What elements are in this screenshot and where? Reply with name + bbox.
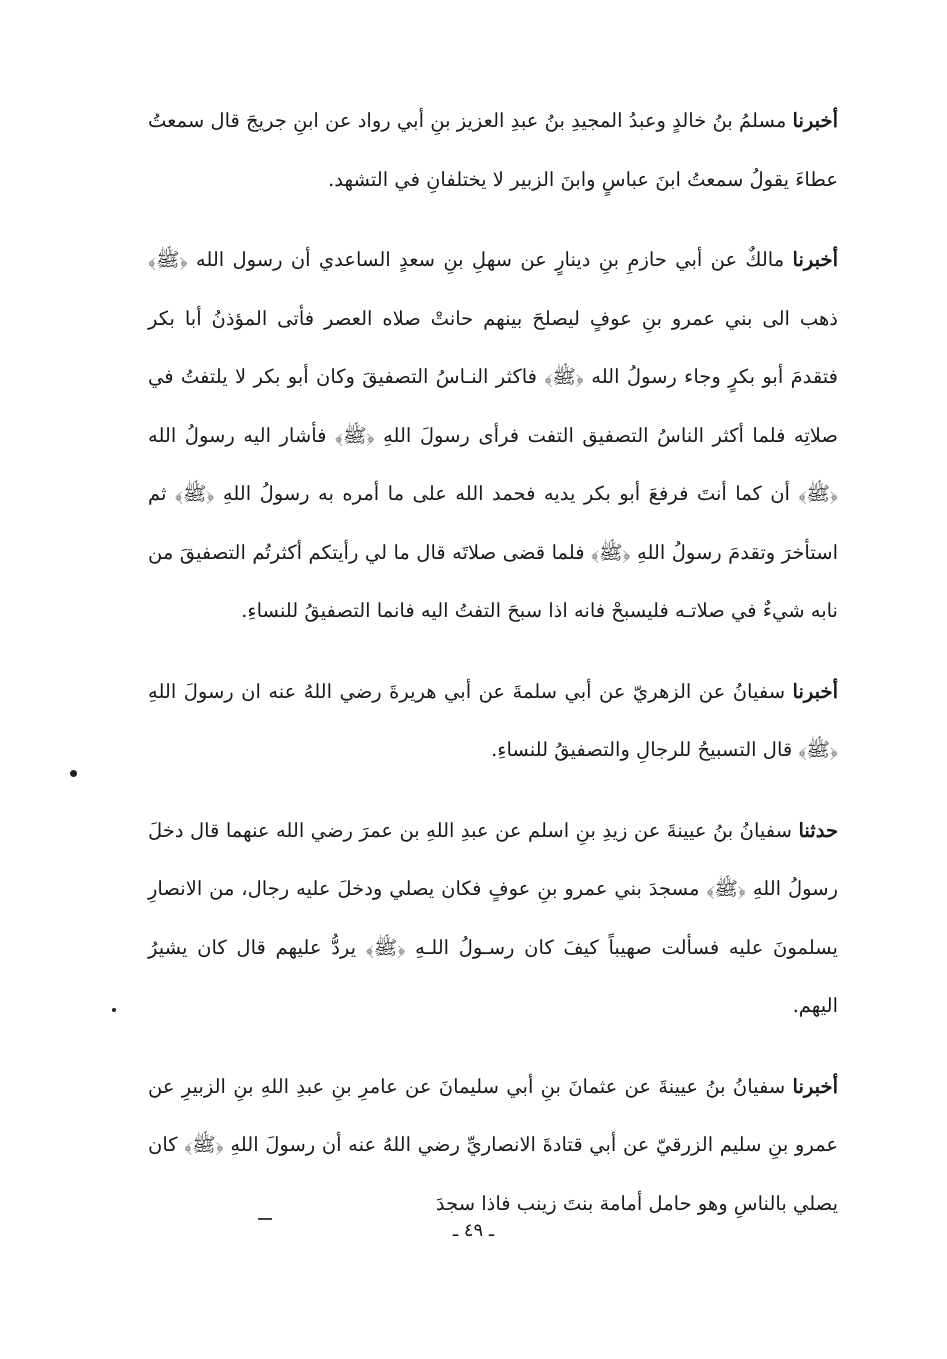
paragraph-text: سفيانُ بنُ عيينةَ عن عثمانَ بنِ أبي سليمانَ عن عامرِ بنِ عبدِ اللهِ بنِ الزبيرِ عن عمرو بنِ سليم الزرقيّ عن أبي قتادةَ الانصاريِّ رضي اللهُ عنه أن رسولَ اللهِ ﴿ﷺ﴾ كان يصلي بالناسِ وهو حامل أمامة بنتَ زينب فاذا سجدَ — [148, 1074, 838, 1215]
paragraph-lead: أخبرنا — [792, 679, 839, 703]
paragraph-4 — [148, 802, 838, 1036]
margin-dot-mark — [70, 770, 77, 777]
paragraph-lead: أخبرنا — [792, 109, 838, 132]
paragraph-text: سفيانُ بنُ عيينةَ عن زيدِ بنِ اسلم عن عبدِ اللهِ بن عمرَ رضي الله عنهما قال دخلَ رسولُ اللهِ ﴿ﷺ﴾ مسجدَ بني عمرو بنِ عوفٍ فكان يصلي ودخلَ عليه رجال، من الانصارِ يسلمونَ عليه فسألت صهيباً كيفَ كان رسـولُ اللـهِ ﴿ﷺ﴾ يردُّ عليهم قال كان يشيرُ اليهم. — [148, 818, 838, 1017]
paragraph-5 — [148, 1058, 838, 1234]
paragraph-text: سفيانُ عن الزهريّ عن أبي سلمةَ عن أبي هريرةَ رضي اللهُ عنه ان رسولَ اللهِ ﴿ﷺ﴾ قال التسبيحُ للرجالِ والتصفيقُ للنساءِ. — [148, 679, 838, 761]
paragraph-1 — [148, 92, 838, 209]
paragraph-text: مالكٌ عن أبي حازمِ بنِ دينارٍ عن سهلِ بنِ سعدٍ الساعدي أن رسول الله ﴿ﷺ﴾ ذهب الى بني عمرو بنِ عوفٍ ليصلحَ بينهم حانتْ صلاه العصر فأتى المؤذنُ أبا بكر فتقدمَ أبو بكرٍ وجاء رسولُ الله ﴿ﷺ﴾ فاكثر النـاسُ التصفيقَ وكان أبو بكر لا يلتفتُ في صلاتِه فلما أكثر الناسُ التصفيق التفت فرأى رسولَ اللهِ ﴿ﷺ﴾ فأشار اليه رسولُ الله ﴿ﷺ﴾ أن كما أنتَ فرفعَ أبو بكر يديه فحمد الله على ما أمره به رسولُ اللهِ ﴿ﷺ﴾ ثم استأخرَ وتقدمَ رسولُ اللهِ ﴿ﷺ﴾ فلما قضى صلاتَه قال ما لي رأيتكم أكثرتُم التصفيقَ من نابه شيءٌ في صلاتـه فليسبحْ فانه اذا سبحَ التفتُ اليه فانما التصفيقُ للنساءِ. — [148, 248, 838, 622]
paragraph-lead: حدثنا — [798, 818, 838, 842]
page-body — [148, 92, 838, 1255]
paragraph-lead: أخبرنا — [792, 248, 838, 271]
margin-dot-mark — [112, 1008, 116, 1012]
paragraph-lead: أخبرنا — [792, 1074, 838, 1098]
scan-dash-mark — [258, 1218, 272, 1220]
paragraph-text: مسلمُ بنُ خالدٍ وعبدُ المجيدِ بنُ عبدِ العزيز بنِ أبي رواد عن ابنِ جريجَ قال سمعتُ عطاءَ يقولُ سمعتُ ابنَ عباسٍ وابنَ الزبير لا يختلفانِ في التشهد. — [148, 109, 838, 191]
page-number: ـ ٤٩ ـ — [452, 1220, 495, 1241]
paragraph-2 — [148, 231, 838, 641]
paragraph-3 — [148, 663, 838, 780]
